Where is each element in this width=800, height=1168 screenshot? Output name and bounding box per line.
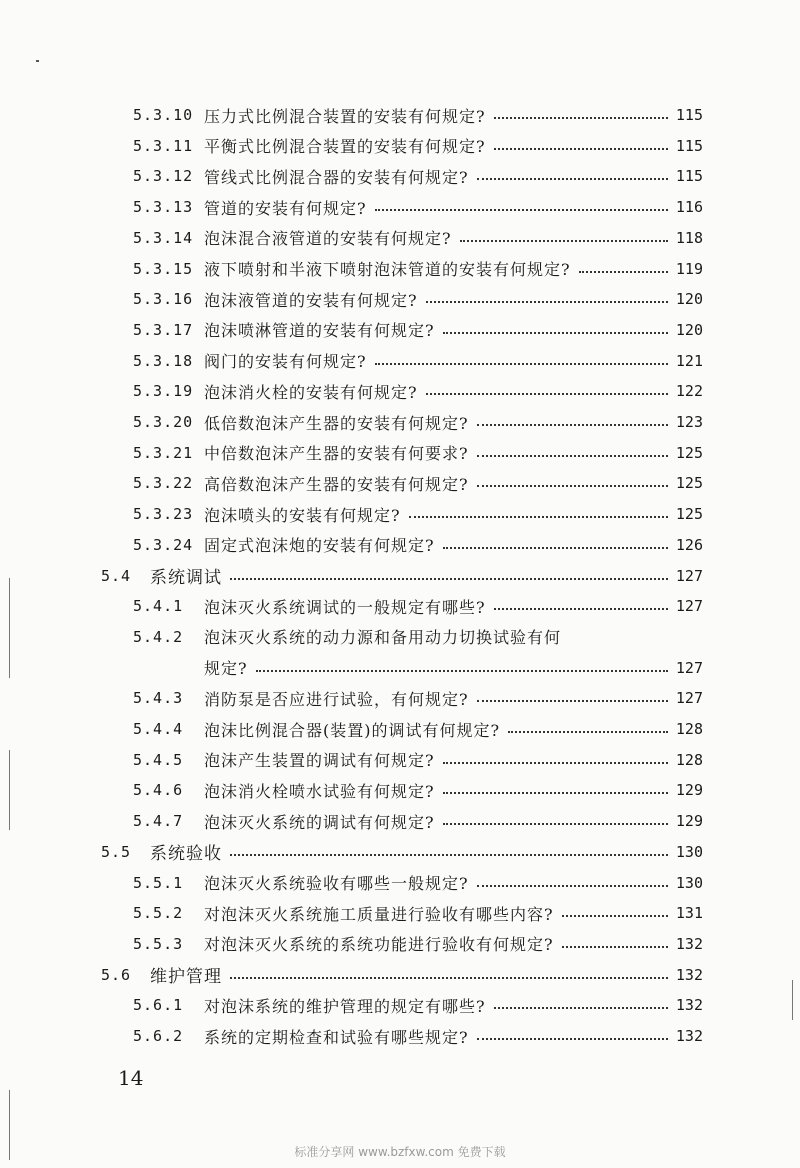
- toc-page-number: 127: [675, 658, 703, 677]
- toc-entry-row: [133, 255, 703, 283]
- toc-page-number: 127: [675, 689, 703, 708]
- toc-title: 液下喷射和半液下喷射泡沫管道的安装有何规定?: [204, 260, 571, 279]
- toc-entry-row: [133, 224, 703, 252]
- toc-title: 对泡沫灭火系统施工质量进行验收有哪些内容?: [204, 904, 554, 924]
- dot-leader: [494, 608, 668, 610]
- dot-leader: [443, 823, 668, 825]
- dot-leader: [443, 547, 668, 549]
- toc-entry-row: [133, 132, 703, 160]
- toc-title: 对泡沫系统的维护管理的规定有哪些?: [204, 996, 486, 1016]
- dot-leader: [477, 885, 668, 887]
- toc-page-number: 119: [675, 259, 703, 278]
- toc-title: 泡沫灭火系统的调试有何规定?: [204, 812, 435, 832]
- toc-number: 5.3.20: [133, 413, 194, 431]
- dot-leader: [494, 148, 668, 150]
- toc-number: 5.4.3: [133, 689, 184, 708]
- toc-title: 泡沫灭火系统的动力源和备用动力切换试验有何: [204, 628, 562, 648]
- toc-number: 5.5: [101, 842, 132, 861]
- dot-leader: [562, 946, 668, 948]
- toc-page-number: 132: [675, 934, 703, 953]
- toc-entry-row: [133, 715, 703, 743]
- toc-number: 5.3.12: [133, 167, 194, 186]
- toc-title: 系统的定期检查和试验有哪些规定?: [204, 1027, 469, 1047]
- toc-title: 系统调试: [150, 568, 222, 588]
- toc-title: 对泡沫灭火系统的系统功能进行验收有何规定?: [204, 935, 554, 955]
- toc-title: 平衡式比例混合装置的安装有何规定?: [204, 137, 486, 157]
- toc-page-number: 121: [675, 351, 703, 370]
- toc-number: 5.3.18: [133, 351, 194, 370]
- toc-page-number: 120: [675, 290, 703, 309]
- dot-leader: [426, 301, 668, 303]
- toc-number: 5.4: [101, 566, 132, 585]
- dot-leader: [230, 854, 668, 856]
- toc-entry-row: [133, 869, 703, 897]
- toc-number: 5.4.6: [133, 781, 184, 800]
- toc-entry-row: [133, 776, 703, 804]
- toc-title: 系统验收: [150, 844, 222, 865]
- dot-leader: [256, 670, 668, 672]
- dot-leader: [508, 731, 668, 733]
- toc-title: 消防泵是否应进行试验，有何规定?: [204, 689, 469, 709]
- toc-page-number: 130: [675, 873, 703, 892]
- toc-number: 5.4.5: [133, 750, 184, 769]
- toc-title: 管道的安装有何规定?: [204, 198, 367, 218]
- toc-title: 泡沫混合液管道的安装有何规定?: [204, 229, 452, 249]
- toc-page-number: 128: [675, 750, 703, 769]
- dot-leader: [477, 424, 668, 426]
- toc-page-number: 122: [675, 382, 703, 401]
- toc-title: 泡沫比例混合器(装置)的调试有何规定?: [204, 720, 501, 740]
- toc-entry-row: [133, 684, 703, 712]
- dot-leader: [409, 516, 668, 518]
- toc-title: 泡沫灭火系统调试的一般规定有哪些?: [204, 597, 486, 617]
- toc-page-number: 126: [675, 535, 703, 554]
- dot-leader: [230, 578, 668, 580]
- toc-title: 泡沫消火栓喷水试验有何规定?: [204, 781, 435, 801]
- dot-leader: [494, 1007, 668, 1009]
- toc-entry-row: [133, 101, 703, 129]
- dot-leader: [562, 915, 668, 917]
- toc-number: 5.5.3: [133, 934, 184, 953]
- toc-page-number: 127: [675, 597, 703, 616]
- toc-entry-row: [133, 623, 703, 651]
- toc-title: 泡沫喷头的安装有何规定?: [204, 505, 401, 525]
- toc-number: 5.4.1: [133, 597, 184, 616]
- toc-entry-row: [133, 930, 703, 958]
- scan-edge-line: [9, 750, 10, 830]
- toc-section-row: [101, 838, 703, 866]
- dot-leader: [230, 977, 668, 979]
- toc-page-number: 129: [675, 812, 703, 831]
- dot-leader: [443, 792, 668, 794]
- toc-entry-row: [133, 316, 703, 344]
- dot-leader: [443, 332, 668, 334]
- toc-entry-row: [133, 285, 703, 313]
- toc-title: 压力式比例混合装置的安装有何规定?: [204, 106, 486, 126]
- dot-leader: [375, 363, 668, 365]
- toc-entry-row: [133, 469, 703, 497]
- dot-leader: [477, 485, 668, 487]
- toc-page-number: 131: [675, 904, 703, 923]
- watermark-text: 标准分享网 www.bzfxw.com 免费下载: [294, 1145, 506, 1159]
- toc-entry-row: [133, 1022, 703, 1050]
- toc-page-number: 125: [675, 474, 703, 493]
- dot-leader: [443, 762, 668, 764]
- toc-page-number: 125: [675, 505, 703, 524]
- dot-leader: [477, 178, 668, 180]
- toc-page-number: 120: [675, 320, 703, 339]
- dot-leader: [477, 1038, 668, 1040]
- toc-title: 中倍数泡沫产生器的安装有何要求?: [204, 444, 469, 464]
- toc-entry-row: [133, 654, 703, 682]
- dot-leader: [477, 700, 668, 702]
- dot-leader: [426, 393, 668, 395]
- toc-number: 5.3.10: [133, 106, 194, 124]
- toc-page-number: 118: [675, 228, 703, 247]
- toc-page-number: 123: [675, 413, 703, 431]
- toc-number: 5.3.23: [133, 505, 194, 524]
- toc-section-row: [101, 961, 703, 989]
- toc-title: 管线式比例混合器的安装有何规定?: [204, 167, 469, 187]
- toc-number: 5.3.16: [133, 290, 194, 309]
- toc-page-number: 130: [675, 842, 703, 861]
- toc-entry-row: [133, 899, 703, 927]
- toc-entry-row: [133, 377, 703, 405]
- toc-title: 低倍数泡沫产生器的安装有何规定?: [204, 413, 469, 433]
- toc-number: 5.4.4: [133, 720, 184, 738]
- toc-page-number: 115: [675, 136, 703, 155]
- dot-leader: [477, 455, 668, 457]
- toc-title: 泡沫产生装置的调试有何规定?: [204, 751, 435, 771]
- toc-entry-row: [133, 746, 703, 774]
- toc-section-row: [101, 562, 703, 590]
- toc-number: 5.3.22: [133, 474, 194, 493]
- toc-number: 5.3.15: [133, 259, 194, 278]
- toc-title: 泡沫消火栓的安装有何规定?: [204, 382, 418, 402]
- toc-entry-row: [133, 500, 703, 528]
- toc-entry-row: [133, 531, 703, 559]
- toc-page-number: 115: [675, 167, 703, 186]
- page-number: 14: [118, 1066, 144, 1090]
- dot-leader: [579, 271, 668, 273]
- toc-number: 5.6.1: [133, 996, 184, 1015]
- toc-page-number: 132: [675, 1027, 703, 1045]
- toc-title: 高倍数泡沫产生器的安装有何规定?: [204, 474, 469, 494]
- scan-speck: [36, 60, 39, 62]
- toc-entry-row: [133, 592, 703, 620]
- toc-number: 5.4.7: [133, 812, 184, 831]
- toc-number: 5.5.2: [133, 904, 184, 923]
- toc-page-number: 127: [675, 566, 703, 585]
- toc-number: 5.3.24: [133, 535, 194, 554]
- toc-number: 5.3.11: [133, 136, 194, 155]
- toc-number: 5.3.17: [133, 320, 194, 339]
- toc-page-number: 115: [675, 106, 703, 124]
- toc-number: 5.5.1: [133, 873, 184, 892]
- toc-title: 固定式泡沫炮的安装有何规定?: [204, 536, 435, 556]
- toc-number: 5.3.14: [133, 228, 194, 247]
- toc-page-number: 129: [675, 781, 703, 800]
- toc-number: 5.3.13: [133, 198, 194, 217]
- toc-entry-row: [133, 991, 703, 1019]
- toc-title: 泡沫喷淋管道的安装有何规定?: [204, 321, 435, 341]
- toc-title: 阀门的安装有何规定?: [204, 352, 367, 372]
- toc-page-number: 116: [675, 198, 703, 217]
- toc-title: 泡沫液管道的安装有何规定?: [204, 290, 418, 310]
- scan-edge-line: [792, 980, 793, 1020]
- toc-number: 5.4.2: [133, 627, 184, 646]
- toc-number: 5.6.2: [133, 1027, 184, 1045]
- dot-leader: [460, 240, 668, 242]
- toc-page-number: 125: [675, 443, 703, 462]
- toc-entry-row: [133, 807, 703, 835]
- toc-number: 5.6: [101, 965, 132, 984]
- scan-edge-line: [9, 578, 10, 678]
- toc-entry-row: [133, 162, 703, 190]
- toc-entry-row: [133, 347, 703, 375]
- toc-page-number: 128: [675, 720, 703, 738]
- toc-number: 5.3.19: [133, 382, 194, 401]
- dot-leader: [494, 117, 668, 119]
- toc-page-number: 132: [675, 996, 703, 1015]
- toc-page-number: 132: [675, 965, 703, 984]
- dot-leader: [375, 209, 668, 211]
- toc-number: 5.3.21: [133, 443, 194, 462]
- toc-title: 规定?: [204, 659, 248, 679]
- toc-title: 维护管理: [150, 967, 222, 988]
- toc-entry-row: [133, 439, 703, 467]
- toc-title: 泡沫灭火系统验收有哪些一般规定?: [204, 874, 469, 893]
- toc-entry-row: [133, 408, 703, 436]
- toc-entry-row: [133, 193, 703, 221]
